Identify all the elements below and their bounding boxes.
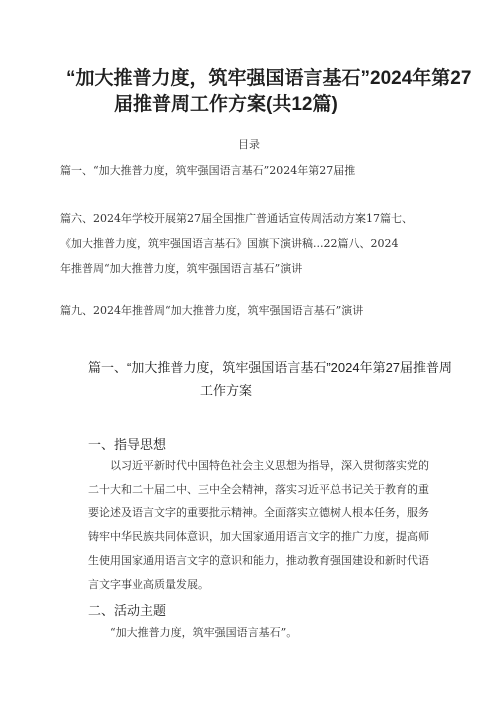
paragraph-line: 生使用国家通用语言文字的意识和能力，推动教育强国建设和新时代语: [88, 554, 429, 567]
toc-entry: 篇六、2024年学校开展第27届全国推广普通话宣传周活动方案17篇七、: [60, 212, 413, 225]
toc-entry: 篇九、2024年推普周“加大推普力度，筑牢强国语言基石”演讲: [60, 304, 364, 317]
toc-entry: 《加大推普力度，筑牢强国语言基石》国旗下演讲稿...22篇八、2024: [60, 237, 399, 250]
document-title-line-2: 届推普周工作方案(共12篇): [114, 94, 338, 115]
toc-heading: 目录: [238, 138, 260, 151]
section-heading-line-2: 工作方案: [200, 383, 253, 398]
paragraph-line: 以习近平新时代中国特色社会主义思想为指导，深入贯彻落实党的: [110, 459, 429, 472]
subsection-heading: 一、指导思想: [88, 437, 167, 452]
document-title-line-1: “加大推普力度，筑牢强国语言基石”2024年第27: [66, 68, 472, 89]
paragraph-line: 要论述及语言文字的重要批示精神。全面落实立德树人根本任务，服务: [88, 506, 429, 519]
section-heading-line-1: 篇一、“加大推普力度，筑牢强国语言基石”2024年第27届推普周: [88, 360, 453, 375]
toc-entry: 篇一、“加大推普力度，筑牢强国语言基石”2024年第27届推: [60, 164, 356, 177]
paragraph-line: 二十大和二十届二中、三中全会精神，落实习近平总书记关于教育的重: [88, 483, 429, 496]
paragraph-line: 言文字事业高质量发展。: [88, 578, 209, 591]
toc-entry: 年推普周“加大推普力度，筑牢强国语言基石”演讲: [60, 262, 303, 275]
paragraph-line: 铸牢中华民族共同体意识，加大国家通用语言文字的推广力度，提高师: [88, 530, 429, 543]
paragraph-line: “加大推普力度，筑牢强国语言基石”。: [110, 626, 298, 639]
subsection-heading: 二、活动主题: [88, 603, 167, 618]
